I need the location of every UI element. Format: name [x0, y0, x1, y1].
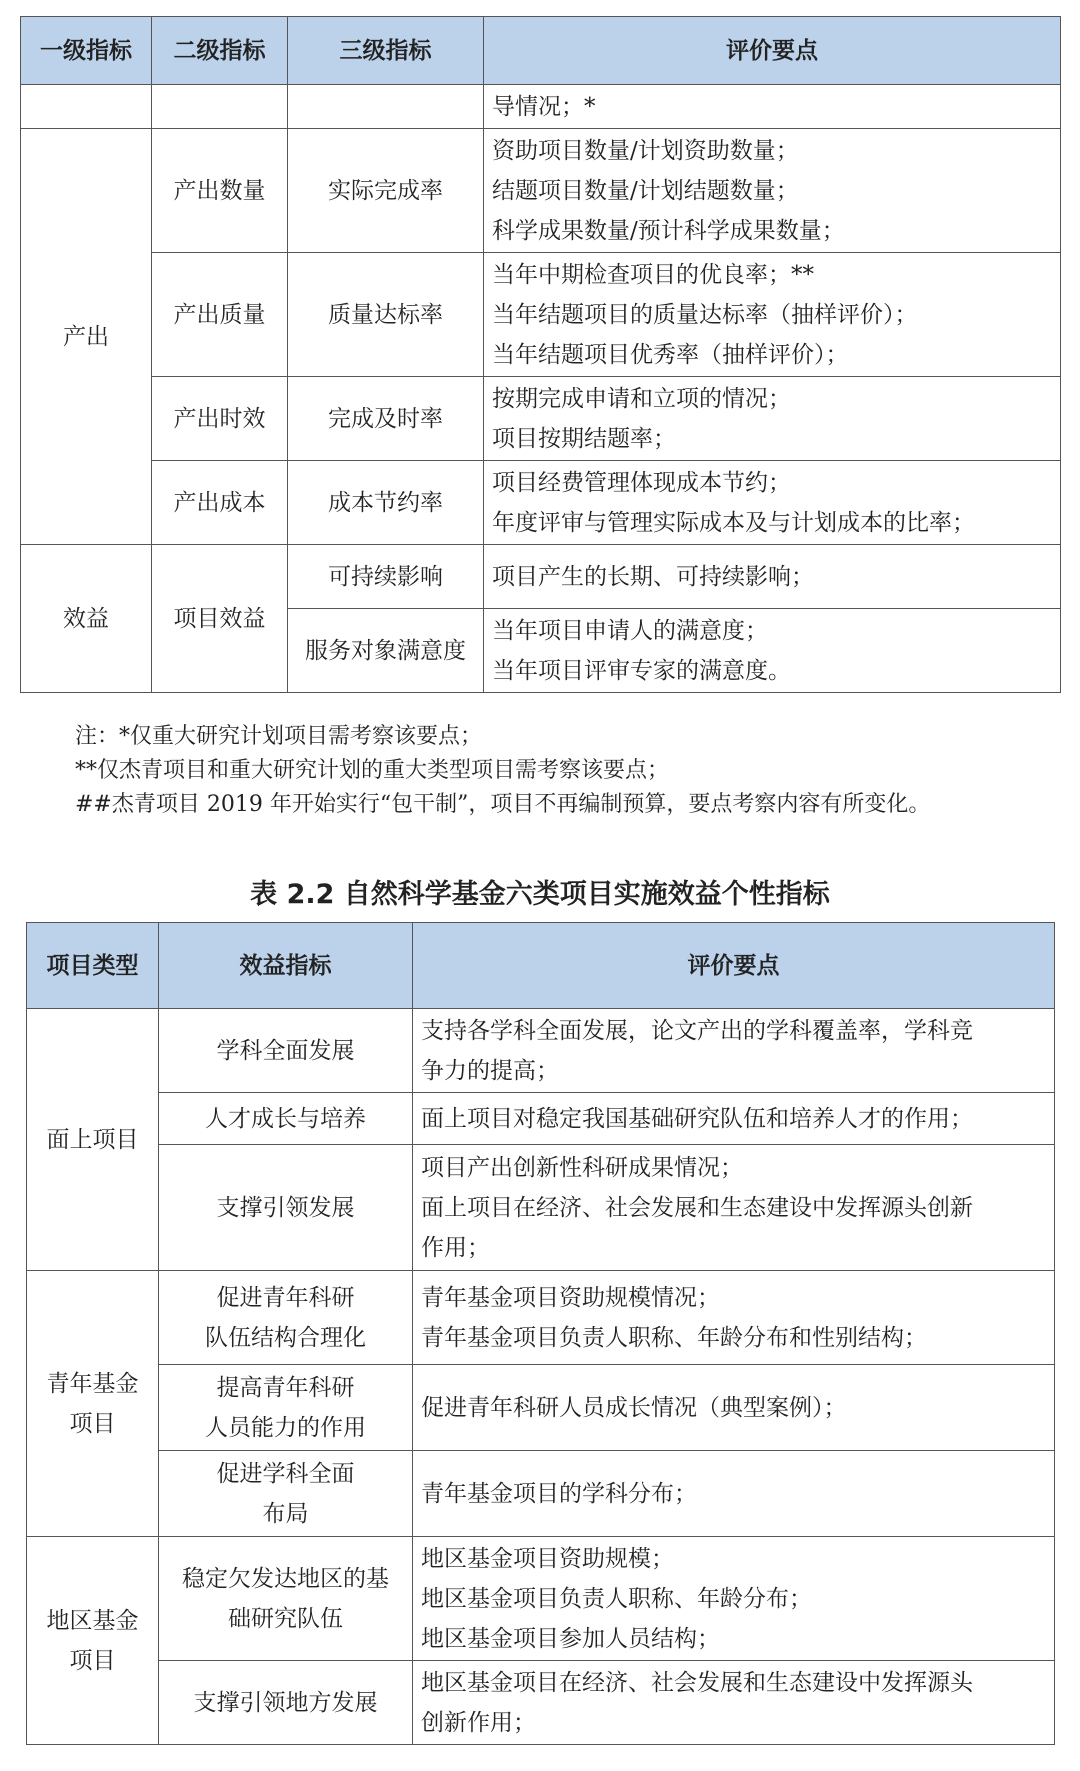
point-line: 面上项目对稳定我国基础研究队伍和培养人才的作用；: [421, 1105, 973, 1132]
table-row: [21, 545, 1061, 609]
table2-header: 项目类型: [27, 923, 159, 1009]
table-row: [21, 129, 1061, 253]
level1-cell: 效益: [21, 545, 152, 693]
point-line: 当年项目评审专家的满意度。: [492, 657, 791, 684]
point-line: 项目产生的长期、可持续影响；: [492, 563, 814, 590]
point-line: 当年结题项目的质量达标率（抽样评价）；: [492, 301, 918, 328]
point-line: 项目按期结题率；: [492, 425, 676, 452]
level2-cell: 产出时效: [152, 377, 288, 461]
point-line: 地区基金项目参加人员结构；: [421, 1625, 720, 1652]
table-row: [21, 253, 1061, 377]
table-row: [27, 1145, 1055, 1271]
point-line: 当年中期检查项目的优良率；**: [492, 261, 814, 288]
point-line: 面上项目在经济、社会发展和生态建设中发挥源头创新: [421, 1194, 973, 1221]
level3-cell: 成本节约率: [288, 461, 484, 545]
level2-cell: 产出数量: [152, 129, 288, 253]
level1-cell: 产出: [21, 129, 152, 545]
table-row: [21, 461, 1061, 545]
point-line: 当年结题项目优秀率（抽样评价）；: [492, 341, 849, 368]
indicator-cell: 提高青年科研 人员能力的作用: [159, 1365, 413, 1451]
point-line: 按期完成申请和立项的情况；: [492, 385, 791, 412]
table1-header-row: [21, 17, 1061, 85]
table-row: [27, 1093, 1055, 1145]
project-type-cell: 青年基金 项目: [27, 1271, 159, 1537]
table-notes: [75, 720, 1065, 822]
point-line: 青年基金项目资助规模情况；: [421, 1284, 720, 1311]
points-cell: [413, 1145, 1055, 1271]
point-line: 项目产出创新性科研成果情况；: [421, 1154, 743, 1181]
point-line: 争力的提高；: [421, 1057, 559, 1084]
points-cell: [484, 461, 1061, 545]
table-row: [21, 377, 1061, 461]
indicator-cell: 稳定欠发达地区的基 础研究队伍: [159, 1537, 413, 1661]
indicator-cell: 学科全面发展: [159, 1009, 413, 1093]
level2-cell: 项目效益: [152, 545, 288, 693]
table-cell: 导情况；*: [484, 85, 1061, 129]
point-line: 当年项目申请人的满意度；: [492, 617, 768, 644]
indicator-cell: 人才成长与培养: [159, 1093, 413, 1145]
note-line: ##杰青项目 2019 年开始实行“包干制”，项目不再编制预算，要点考察内容有所变化。: [75, 792, 931, 817]
indicator-table-1: [20, 16, 1061, 693]
point-line: 促进青年科研人员成长情况（典型案例）；: [421, 1394, 847, 1421]
table2-header: 效益指标: [159, 923, 413, 1009]
points-cell: [413, 1661, 1055, 1745]
point-line: 青年基金项目负责人职称、年龄分布和性别结构；: [421, 1324, 927, 1351]
level2-cell: 产出成本: [152, 461, 288, 545]
level3-cell: 完成及时率: [288, 377, 484, 461]
point-line: 地区基金项目在经济、社会发展和生态建设中发挥源头: [421, 1669, 973, 1696]
level2-cell: 产出质量: [152, 253, 288, 377]
table-row: [27, 1271, 1055, 1365]
table1-header: 评价要点: [484, 17, 1061, 85]
points-cell: [484, 253, 1061, 377]
points-cell: [484, 609, 1061, 693]
table-row: [27, 1537, 1055, 1661]
table1-header: 三级指标: [288, 17, 484, 85]
point-line: 项目经费管理体现成本节约；: [492, 469, 791, 496]
point-line: 创新作用；: [421, 1709, 536, 1736]
level3-cell: 服务对象满意度: [288, 609, 484, 693]
note-line: 注：*仅重大研究计划项目需考察该要点；: [75, 724, 483, 749]
table1-header: 一级指标: [21, 17, 152, 85]
points-cell: [484, 545, 1061, 609]
point-line: 科学成果数量/预计科学成果数量；: [492, 217, 845, 244]
point-line: 结题项目数量/计划结题数量；: [492, 177, 799, 204]
note-line: **仅杰青项目和重大研究计划的重大类型项目需考察该要点；: [75, 758, 670, 783]
points-cell: [413, 1271, 1055, 1365]
table-row: [27, 1661, 1055, 1745]
point-line: 作用；: [421, 1234, 490, 1261]
points-cell: [484, 129, 1061, 253]
indicator-cell: 促进青年科研 队伍结构合理化: [159, 1271, 413, 1365]
points-cell: [413, 1451, 1055, 1537]
project-type-cell: 面上项目: [27, 1009, 159, 1271]
points-cell: [413, 1009, 1055, 1093]
table1-continued-row: [21, 85, 1061, 129]
indicator-cell: 支撑引领地方发展: [159, 1661, 413, 1745]
points-cell: [413, 1365, 1055, 1451]
point-line: 地区基金项目资助规模；: [421, 1545, 674, 1572]
table-row: [27, 1365, 1055, 1451]
level3-cell: 可持续影响: [288, 545, 484, 609]
point-line: 青年基金项目的学科分布；: [421, 1480, 697, 1507]
table2-header: 评价要点: [413, 923, 1055, 1009]
table-row: [27, 1009, 1055, 1093]
indicator-cell: 促进学科全面 布局: [159, 1451, 413, 1537]
table1-header: 二级指标: [152, 17, 288, 85]
project-type-cell: 地区基金 项目: [27, 1537, 159, 1745]
points-cell: [413, 1537, 1055, 1661]
indicator-table-2: [26, 922, 1055, 1745]
point-line: 地区基金项目负责人职称、年龄分布；: [421, 1585, 812, 1612]
point-line: 资助项目数量/计划资助数量；: [492, 137, 799, 164]
point-line: 年度评审与管理实际成本及与计划成本的比率；: [492, 509, 975, 536]
table-caption: 表 2.2 自然科学基金六类项目实施效益个性指标: [250, 879, 830, 910]
level3-cell: 实际完成率: [288, 129, 484, 253]
indicator-cell: 支撑引领发展: [159, 1145, 413, 1271]
point-line: 支持各学科全面发展，论文产出的学科覆盖率，学科竞: [421, 1017, 973, 1044]
table2-header-row: [27, 923, 1055, 1009]
level3-cell: 质量达标率: [288, 253, 484, 377]
table-row: [27, 1451, 1055, 1537]
points-cell: [484, 377, 1061, 461]
points-cell: [413, 1093, 1055, 1145]
